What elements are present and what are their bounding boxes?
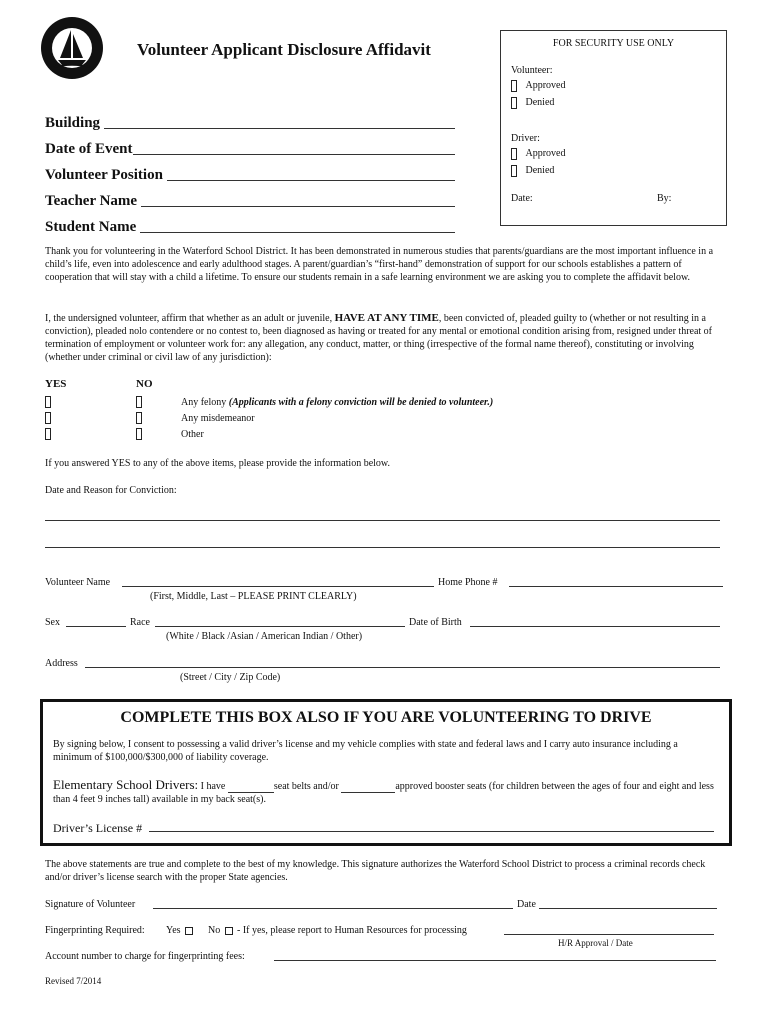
yes-checkbox[interactable] xyxy=(45,428,51,440)
no-checkbox[interactable] xyxy=(136,396,142,408)
item-note: (Applicants with a felony conviction will be denied to volunteer.) xyxy=(228,397,494,408)
option-label: Denied xyxy=(525,165,555,177)
elem-text: I have xyxy=(200,781,228,792)
field-label: Student Name xyxy=(45,219,137,235)
option-label: Approved xyxy=(525,80,566,92)
account-label: Account number to charge for fingerprinting fees: xyxy=(45,951,245,962)
checkbox[interactable] xyxy=(511,165,517,177)
option-label: Denied xyxy=(525,97,555,109)
race-hint: (White / Black /Asian / American Indian / Other) xyxy=(166,631,363,642)
volunteer-denied-option[interactable] xyxy=(511,97,554,109)
elementary-drivers-text xyxy=(53,778,723,806)
no-checkbox[interactable] xyxy=(225,927,233,935)
name-hint: (First, Middle, Last – PLEASE PRINT CLEARLY) xyxy=(150,591,357,602)
date-of-event-field[interactable] xyxy=(45,132,455,158)
race-field[interactable] xyxy=(155,626,405,627)
affirm-text: I, the undersigned volunteer, affirm that whether as an adult or juvenile, xyxy=(45,313,335,324)
date-reason-label: Date and Reason for Conviction: xyxy=(45,485,177,496)
driver-box xyxy=(40,699,732,846)
sex-label: Sex xyxy=(45,617,60,628)
item-label: Other xyxy=(181,429,204,440)
checkbox[interactable] xyxy=(511,80,517,92)
option-label: Approved xyxy=(525,148,566,160)
conviction-row xyxy=(45,411,565,427)
volunteer-label: Volunteer: xyxy=(511,65,553,76)
yes-checkbox[interactable] xyxy=(45,412,51,424)
conviction-row xyxy=(45,427,565,443)
drivers-license-field[interactable] xyxy=(149,831,714,832)
item-text: Any felony xyxy=(181,397,229,408)
conviction-row xyxy=(45,395,565,411)
no-column-header: NO xyxy=(136,378,153,390)
yes-checkbox[interactable] xyxy=(185,927,193,935)
field-label: Date of Event xyxy=(45,141,133,157)
yes-column-header: YES xyxy=(45,378,67,390)
elementary-label: Elementary School Drivers: xyxy=(53,777,199,792)
home-phone-field[interactable] xyxy=(509,586,723,587)
affirm-paragraph xyxy=(45,312,723,364)
fingerprint-no-option[interactable] xyxy=(208,924,233,937)
hr-approval-label: H/R Approval / Date xyxy=(558,938,633,948)
district-logo xyxy=(40,16,104,80)
checkbox[interactable] xyxy=(511,148,517,160)
signature-label: Signature of Volunteer xyxy=(45,899,136,910)
field-label: Teacher Name xyxy=(45,193,138,209)
booster-seats-field[interactable] xyxy=(341,780,395,793)
student-name-field[interactable] xyxy=(45,210,455,236)
driver-label: Driver: xyxy=(511,133,540,144)
signature-date-field[interactable] xyxy=(539,908,717,909)
race-label: Race xyxy=(130,617,150,628)
if-yes-instruction: If you answered YES to any of the above items, please provide the information below. xyxy=(45,458,390,469)
account-row xyxy=(45,950,725,964)
item-label: Any misdemeanor xyxy=(181,413,255,424)
item-label xyxy=(181,396,493,409)
conviction-line-1[interactable] xyxy=(45,520,720,521)
building-field[interactable] xyxy=(45,106,455,132)
address-label: Address xyxy=(45,658,78,669)
driver-consent: By signing below, I consent to possessing a valid driver’s license and my vehicle complies with state and federal laws and I carry auto insurance including a minimum of $100,000/$300,000 of liability coverage. xyxy=(53,739,678,763)
signature-date-label: Date xyxy=(517,899,536,910)
fingerprint-note: - If yes, please report to Human Resources for processing xyxy=(237,925,467,936)
field-label: Building xyxy=(45,115,101,131)
intro-paragraph: Thank you for volunteering in the Waterford School District. It has been demonstrated in numerous studies that parents/guardians are the most important influence in a child’s life, even into adolescence and early adulthood stages. A parent/guardian’s “first-hand” demonstration of support for our schools establishes a pattern of cooperation that will stay with a child a lifetime. To ensure our students remain in a safe learning environment we are asking you to complete the affidavit below. xyxy=(45,246,714,283)
no-checkbox[interactable] xyxy=(136,428,142,440)
field-label: Volunteer Position xyxy=(45,167,163,183)
driver-box-heading: COMPLETE THIS BOX ALSO IF YOU ARE VOLUNTEERING TO DRIVE xyxy=(120,709,652,726)
hr-approval-field[interactable] xyxy=(504,934,714,935)
yes-checkbox[interactable] xyxy=(45,396,51,408)
security-use-box xyxy=(500,30,727,226)
address-field[interactable] xyxy=(85,667,720,668)
fingerprint-row xyxy=(45,924,725,938)
drivers-license-label: Driver’s License # xyxy=(53,821,143,835)
driver-denied-option[interactable] xyxy=(511,165,554,177)
option-label: No xyxy=(208,925,221,936)
checkbox[interactable] xyxy=(511,97,517,109)
authorization-statement: The above statements are true and complete to the best of my knowledge. This signature authorizes the Waterford School District to process a criminal records check and/or driver’s license search with the proper State agencies. xyxy=(45,859,706,883)
security-heading: FOR SECURITY USE ONLY xyxy=(552,38,675,49)
fingerprint-yes-option[interactable] xyxy=(166,924,193,937)
drivers-license-row xyxy=(53,819,718,835)
seat-belts-field[interactable] xyxy=(228,780,274,793)
volunteer-approved-option[interactable] xyxy=(511,80,566,92)
no-checkbox[interactable] xyxy=(136,412,142,424)
volunteer-name-label: Volunteer Name xyxy=(45,577,111,588)
address-row xyxy=(45,657,725,671)
elem-text: seat belts and/or xyxy=(273,781,342,792)
account-field[interactable] xyxy=(274,960,716,961)
home-phone-label: Home Phone # xyxy=(438,577,498,588)
revision-date: Revised 7/2014 xyxy=(45,976,102,986)
sex-field[interactable] xyxy=(66,626,126,627)
page-title: Volunteer Applicant Disclosure Affidavit xyxy=(137,40,431,59)
signature-row xyxy=(45,898,725,912)
affirm-emphasis: HAVE AT ANY TIME xyxy=(334,312,439,324)
security-by-label: By: xyxy=(657,193,672,204)
driver-approved-option[interactable] xyxy=(511,148,566,160)
fingerprint-label: Fingerprinting Required: xyxy=(45,925,145,936)
header-fields xyxy=(45,106,455,236)
affirm-text: , been convicted of, pleaded guilty to (whether or not resulting in a conviction), pleaded nolo contendere or no contest to, been diagnosed as having or treated for any mental or emotional condition arising from, resigned under threat of termination of employment or volunteer work for: any allegation, any conduct, matter, or thing (irrespective of the formal name thereof), constituting or involving (whether under criminal or civil law of any jurisdiction): xyxy=(45,313,713,363)
sex-race-row xyxy=(45,616,725,630)
signature-field[interactable] xyxy=(153,908,513,909)
address-hint: (Street / City / Zip Code) xyxy=(180,672,281,683)
volunteer-name-row xyxy=(45,576,725,590)
volunteer-name-field[interactable] xyxy=(122,586,434,587)
teacher-name-field[interactable] xyxy=(45,184,455,210)
option-label: Yes xyxy=(166,925,181,936)
dob-label: Date of Birth xyxy=(409,617,462,628)
conviction-line-2[interactable] xyxy=(45,547,720,548)
security-date-label: Date: xyxy=(511,193,533,204)
elem-text: approved booster seats (for children between the ages of four and eight and less than 4 feet 9 inches tall) available in my back seat(s). xyxy=(53,781,714,805)
volunteer-position-field[interactable] xyxy=(45,158,455,184)
dob-field[interactable] xyxy=(470,626,720,627)
